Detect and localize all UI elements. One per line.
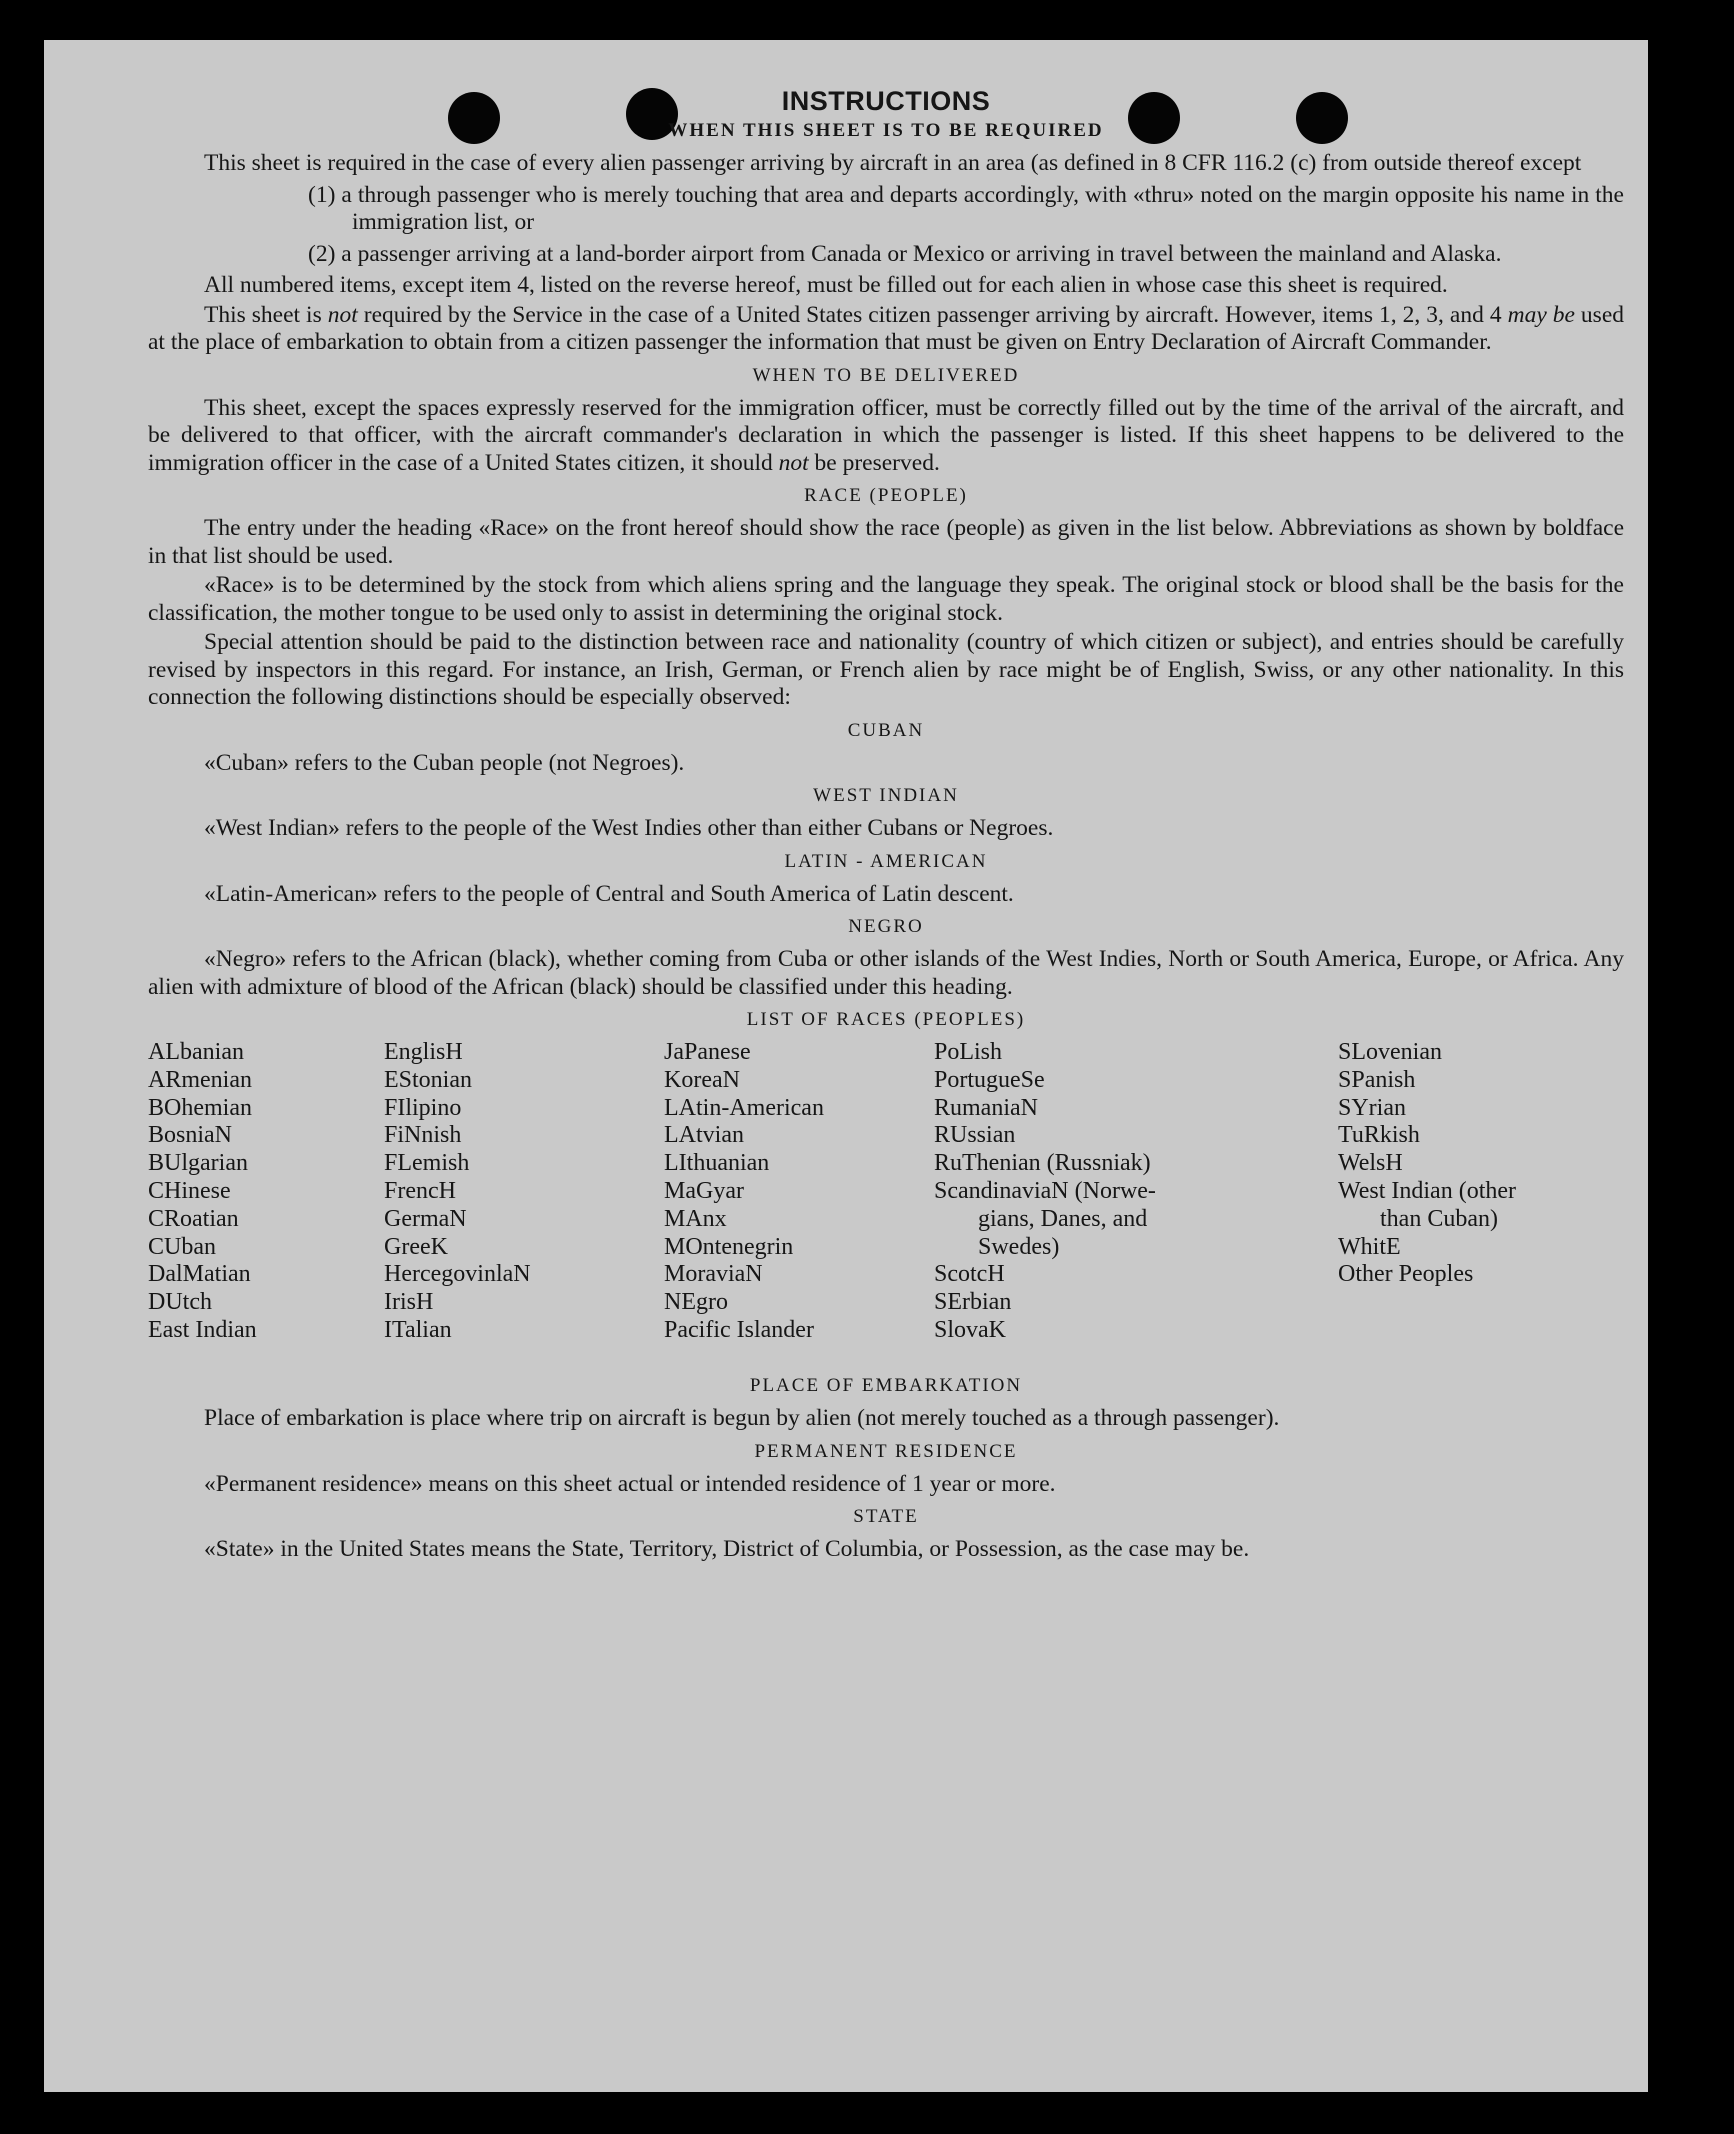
races-column-2 — [384, 1039, 531, 1345]
paragraph-residence: «Permanent residence» means on this sheet actual or intended residence of 1 year or more. — [204, 1470, 1056, 1497]
page-title: INSTRUCTIONS — [781, 86, 991, 116]
race-item: ITalian — [384, 1316, 452, 1343]
paragraph-race-2: «Race» is to be determined by the stock from which aliens spring and the language they speak. The original stock or blood shall be the basis for the classification, the mother tongue to be used only to assist in determining the original stock. — [148, 572, 1624, 626]
paragraph-cuban: «Cuban» refers to the Cuban people (not Negroes). — [204, 749, 685, 776]
race-item: MAnx — [664, 1205, 727, 1232]
race-item: DUtch — [148, 1289, 212, 1316]
race-item: TuRkish — [1338, 1122, 1420, 1149]
section-heading-embarkation: PLACE OF EMBARKATION — [749, 1375, 1023, 1396]
section-heading-cuban: CUBAN — [847, 719, 925, 741]
exception-item: (1) a through passenger who is merely touching that area and departs accordingly, with «thru» noted on the margin opposite his name in the immigration list, or — [308, 181, 1624, 235]
race-item: BOhemian — [148, 1094, 252, 1121]
races-column-3 — [664, 1039, 824, 1345]
race-item: FIlipino — [384, 1094, 462, 1121]
races-column-5 — [1338, 1039, 1516, 1289]
instructions-body — [148, 84, 1624, 1566]
race-item: JaPanese — [664, 1039, 751, 1065]
paragraph-state: «State» in the United States means the State, Territory, District of Columbia, or Possession, as the case may be. — [204, 1536, 1250, 1562]
race-item: gians, Danes, and — [978, 1205, 1148, 1232]
document-sheet — [44, 40, 1648, 2092]
paragraph-negro: «Negro» refers to the African (black), whether coming from Cuba or other islands of the West Indies, North or South America, Europe, or Africa. Any alien with admixture of blood of the African (black) should be classified under this heading. — [148, 946, 1624, 1000]
citizen-maybe: may be — [1507, 301, 1575, 328]
delivered-text: This sheet, except the spaces expressly reserved for the immigration officer, must be correctly filled out by the time of the arrival of the aircraft, and be delivered to that officer, with the aircraft commander's declaration in which the passenger is listed. If this sheet happens to be delivered to the immigration officer in the case of a United States citizen, it should — [148, 394, 1624, 476]
race-item: MoraviaN — [664, 1261, 763, 1288]
section-heading-west-indian: WEST INDIAN — [813, 785, 959, 806]
race-item: RuThenian (Russniak) — [934, 1150, 1151, 1177]
race-item: PortugueSe — [934, 1066, 1045, 1093]
race-item: NEgro — [664, 1289, 728, 1316]
citizen-text: used at the place of embarkation to obtain from a citizen passenger the information that must be given on Entry Declaration of Aircraft Commander. — [148, 301, 1624, 355]
race-item: SYrian — [1338, 1094, 1406, 1121]
delivered-not: not — [778, 449, 809, 476]
race-item: FLemish — [384, 1150, 470, 1177]
race-item: DalMatian — [148, 1261, 251, 1288]
race-item: IrisH — [384, 1289, 434, 1316]
paragraph-latin-american: «Latin-American» refers to the people of Central and South America of Latin descent. — [204, 880, 1014, 907]
section-heading-residence: PERMANENT RESIDENCE — [754, 1440, 1018, 1462]
race-item: Pacific Islander — [664, 1316, 814, 1343]
paragraph-race-3: Special attention should be paid to the distinction between race and nationality (country of which citizen or subject), and entries should be carefully revised by inspectors in this regard. For instance, an Irish, German, or French alien by race might be of English, Swiss, or any other nationality. In this connection the following distinctions should be especially observed: — [148, 629, 1624, 710]
delivered-text: be preserved. — [814, 449, 940, 476]
section-heading-negro: NEGRO — [848, 916, 924, 937]
race-item: West Indian (other — [1338, 1177, 1517, 1204]
paragraph-race-1: The entry under the heading «Race» on the front hereof should show the race (people) as given in the list below. Abbreviations as shown by boldface in that list should be used. — [148, 515, 1624, 569]
race-item: WhitE — [1338, 1233, 1401, 1260]
race-item: ScotcH — [934, 1261, 1005, 1288]
citizen-text: required by the Service in the case of a United States citizen passenger arriving by aircraft. However, items 1, 2, 3, and 4 — [363, 301, 1502, 328]
race-item: CUban — [148, 1233, 216, 1260]
race-item: SLovenian — [1338, 1039, 1442, 1065]
section-heading-required: WHEN THIS SHEET IS TO BE REQUIRED — [668, 120, 1104, 141]
exceptions-list — [148, 182, 1624, 269]
race-item: FiNnish — [384, 1122, 462, 1149]
section-heading-state: STATE — [853, 1506, 919, 1527]
race-item: CHinese — [148, 1177, 231, 1204]
race-item: GermaN — [384, 1205, 467, 1232]
race-item: East Indian — [148, 1316, 257, 1343]
section-heading-latin-american: LATIN - AMERICAN — [784, 850, 988, 872]
race-item: Other Peoples — [1338, 1261, 1474, 1288]
race-item: EnglisH — [384, 1039, 463, 1065]
citizen-text: This sheet is — [204, 301, 322, 328]
section-heading-races-list: LIST OF RACES (PEOPLES) — [746, 1009, 1026, 1030]
races-column-1 — [148, 1039, 257, 1345]
paragraph-citizen — [148, 302, 1624, 357]
race-item: ScandinaviaN (Norwe- — [934, 1177, 1156, 1204]
race-item: MOntenegrin — [664, 1233, 794, 1260]
race-item: LAtvian — [664, 1122, 744, 1149]
race-item: than Cuban) — [1380, 1205, 1498, 1232]
race-item: BosniaN — [148, 1122, 232, 1149]
race-item: ARmenian — [148, 1066, 252, 1093]
race-item: GreeK — [384, 1233, 448, 1260]
section-heading-delivered: WHEN TO BE DELIVERED — [752, 364, 1020, 386]
race-item: BUlgarian — [148, 1150, 248, 1177]
race-item: Swedes) — [978, 1233, 1060, 1260]
race-item: EStonian — [384, 1066, 472, 1093]
paragraph-embarkation: Place of embarkation is place where trip on aircraft is begun by alien (not merely touched as a through passenger). — [204, 1405, 1280, 1431]
citizen-not: not — [327, 301, 358, 328]
race-item: KoreaN — [664, 1066, 740, 1093]
race-item: MaGyar — [664, 1177, 744, 1204]
exception-item: (2) a passenger arriving at a land-border airport from Canada or Mexico or arriving in travel between the mainland and Alaska. — [308, 240, 1502, 267]
paragraph-items-note: All numbered items, except item 4, listed on the reverse hereof, must be filled out for each alien in whose case this sheet is required. — [204, 272, 1448, 298]
race-item: ALbanian — [148, 1039, 244, 1065]
paragraph-west-indian: «West Indian» refers to the people of the West Indies other than either Cubans or Negroes. — [204, 815, 1054, 841]
race-item: SPanish — [1338, 1066, 1416, 1093]
paragraph-delivered — [148, 395, 1624, 478]
race-item: RUssian — [934, 1122, 1016, 1149]
section-heading-race: RACE (PEOPLE) — [804, 485, 968, 506]
race-item: LIthuanian — [664, 1150, 770, 1177]
paragraph-required-intro: This sheet is required in the case of every alien passenger arriving by aircraft in an area (as defined in 8 CFR 116.2 (c) from outside thereof except — [204, 150, 1582, 176]
race-item: FrencH — [384, 1177, 456, 1204]
race-item: PoLish — [934, 1039, 1003, 1065]
race-item: CRoatian — [148, 1205, 239, 1232]
race-item: HercegovinlaN — [384, 1261, 531, 1288]
race-item: RumaniaN — [934, 1094, 1038, 1121]
races-column-4 — [934, 1039, 1156, 1345]
race-item: LAtin-American — [664, 1094, 824, 1121]
race-item: WelsH — [1338, 1150, 1403, 1177]
races-list — [148, 1039, 1624, 1367]
race-item: SErbian — [934, 1289, 1012, 1316]
race-item: SlovaK — [934, 1316, 1006, 1343]
